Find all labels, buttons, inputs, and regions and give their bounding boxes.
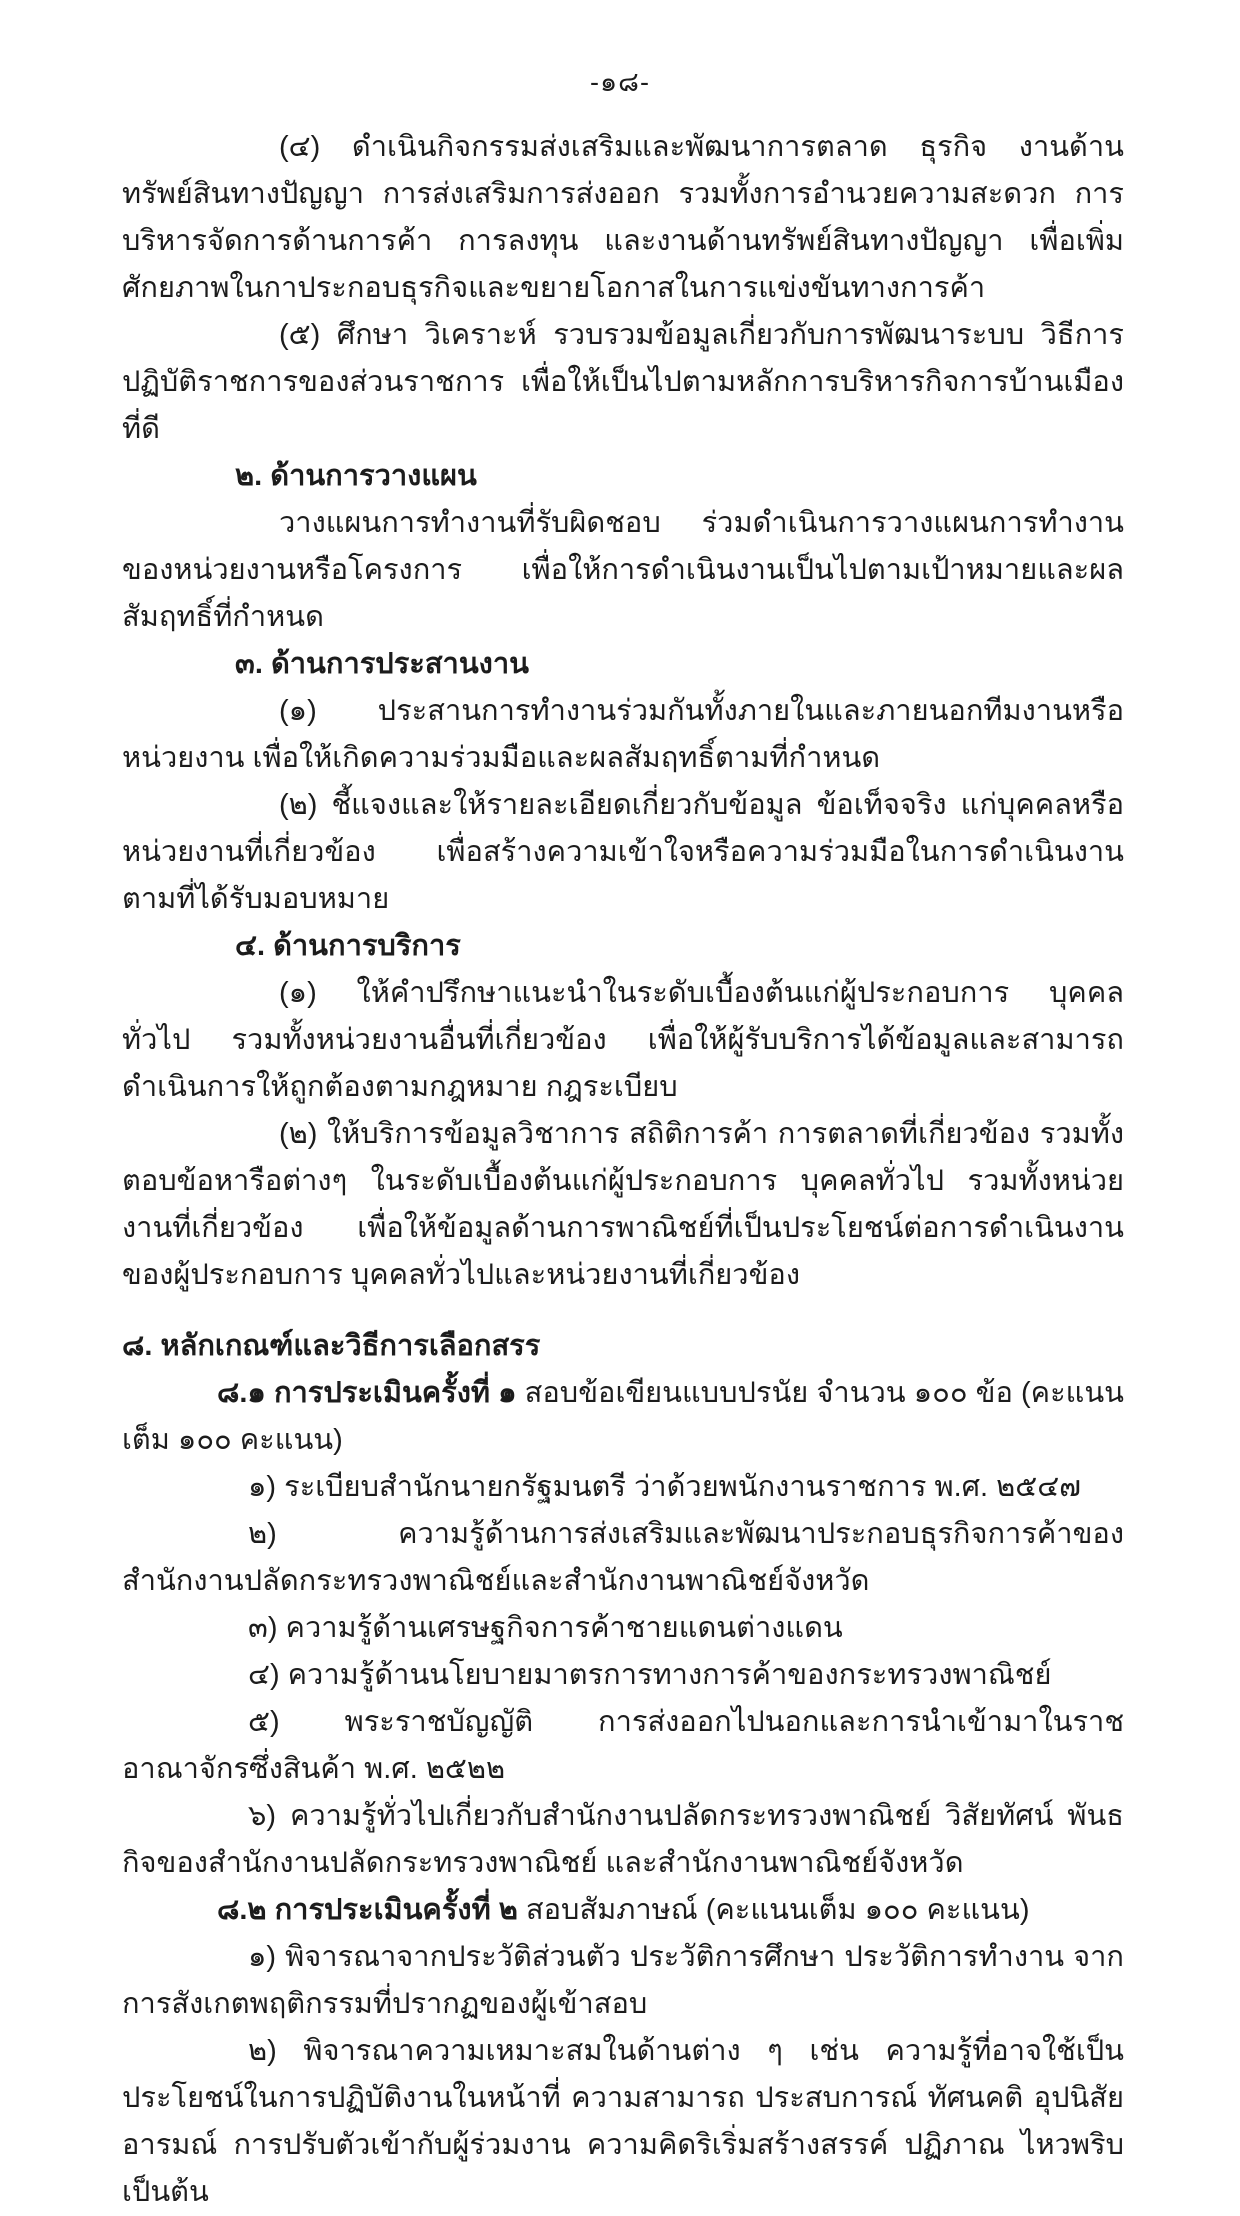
list-item-exam-topic-2: ๒) ความรู้ด้านการส่งเสริมและพัฒนาประกอบธุรกิจการค้าของสำนักงานปลัดกระทรวงพาณิชย์และสำนักงานพาณิชย์จังหวัด xyxy=(122,1518,1124,1597)
subheading-assessment-2-number: ๘.๒ การประเมินครั้งที่ ๒ xyxy=(217,1894,518,1926)
subheading-assessment-2-detail: สอบสัมภาษณ์ (คะแนนเต็ม ๑๐๐ คะแนน) xyxy=(517,1894,1030,1926)
heading-service: ๔. ด้านการบริการ xyxy=(235,930,461,962)
paragraph-planning: วางแผนการทำงานที่รับผิดชอบ ร่วมดำเนินการวางแผนการทำงานของหน่วยงานหรือโครงการ เพื่อให้การดำเนินงานเป็นไปตามเป้าหมายและผลสัมฤทธิ์ที่กำหนด xyxy=(122,507,1124,633)
subheading-assessment-1-number: ๘.๑ การประเมินครั้งที่ ๑ xyxy=(217,1377,517,1409)
list-item-exam-topic-4: ๔) ความรู้ด้านนโยบายมาตรการทางการค้าของกระทรวงพาณิชย์ xyxy=(248,1659,1052,1691)
paragraph-duty-4: (๔) ดำเนินกิจกรรมส่งเสริมและพัฒนาการตลาด ธุรกิจ งานด้านทรัพย์สินทางปัญญา การส่งเสริมการส่งออก รวมทั้งการอำนวยความสะดวก การบริหารจัดการด้านการค้า การลงทุน และงานด้านทรัพย์สินทางปัญญา เพื่อเพิ่มศักยภาพในกาประกอบธุรกิจและขยายโอกาสในการแข่งขันทางการค้า xyxy=(122,131,1124,304)
paragraph-service-2: (๒) ให้บริการข้อมูลวิชาการ สถิติการค้า การตลาดที่เกี่ยวข้อง รวมทั้งตอบข้อหารือต่างๆ ในระดับเบื้องต้นแก่ผู้ประกอบการ บุคคลทั่วไป รวมทั้งหน่วยงานที่เกี่ยวข้อง เพื่อให้ข้อมูลด้านการพาณิชย์ที่เป็นประโยชน์ต่อการดำเนินงานของผู้ประกอบการ บุคคลทั่วไปและหน่วยงานที่เกี่ยวข้อง xyxy=(122,1118,1124,1291)
paragraph-service-1: (๑) ให้คำปรึกษาแนะนำในระดับเบื้องต้นแก่ผู้ประกอบการ บุคคลทั่วไป รวมทั้งหน่วยงานอื่นที่เกี่ยวข้อง เพื่อให้ผู้รับบริการได้ข้อมูลและสามารถดำเนินการให้ถูกต้องตามกฎหมาย กฎระเบียบ xyxy=(122,977,1124,1103)
paragraph-coordination-2: (๒) ชี้แจงและให้รายละเอียดเกี่ยวกับข้อมูล ข้อเท็จจริง แก่บุคคลหรือหน่วยงานที่เกี่ยวข้อง เพื่อสร้างความเข้าใจหรือความร่วมมือในการดำเนินงานตามที่ได้รับมอบหมาย xyxy=(122,789,1124,915)
subheading-assessment-2 xyxy=(122,1887,1124,1934)
list-item-interview-2: ๒) พิจารณาความเหมาะสมในด้านต่าง ๆ เช่น ความรู้ที่อาจใช้เป็นประโยชน์ในการปฏิบัติงานในหน้าที่ ความสามารถ ประสบการณ์ ทัศนคติ อุปนิสัย อารมณ์ การปรับตัวเข้ากับผู้ร่วมงาน ความคิดริเริ่มสร้างสรรค์ ปฏิภาณ ไหวพริบ เป็นต้น xyxy=(122,2035,1124,2208)
subheading-assessment-1 xyxy=(122,1370,1124,1464)
list-item-exam-topic-3: ๓) ความรู้ด้านเศรษฐกิจการค้าชายแดนต่างแดน xyxy=(248,1612,843,1644)
paragraph-coordination-1: (๑) ประสานการทำงานร่วมกันทั้งภายในและภายนอกทีมงานหรือหน่วยงาน เพื่อให้เกิดความร่วมมือและผลสัมฤทธิ์ตามที่กำหนด xyxy=(122,695,1124,774)
paragraph-duty-5: (๕) ศึกษา วิเคราะห์ รวบรวมข้อมูลเกี่ยวกับการพัฒนาระบบ วิธีการปฏิบัติราชการของส่วนราชการ เพื่อให้เป็นไปตามหลักการบริหารกิจการบ้านเมืองที่ดี xyxy=(122,319,1124,445)
page-number: -๑๘- xyxy=(590,67,650,97)
list-item-exam-topic-1: ๑) ระเบียบสำนักนายกรัฐมนตรี ว่าด้วยพนักงานราชการ พ.ศ. ๒๕๔๗ xyxy=(248,1471,1081,1503)
list-item-interview-1: ๑) พิจารณาจากประวัติส่วนตัว ประวัติการศึกษา ประวัติการทำงาน จากการสังเกตพฤติกรรมที่ปรากฏของผู้เข้าสอบ xyxy=(122,1941,1124,2020)
heading-planning: ๒. ด้านการวางแผน xyxy=(235,460,477,492)
list-item-exam-topic-6: ๖) ความรู้ทั่วไปเกี่ยวกับสำนักงานปลัดกระทรวงพาณิชย์ วิสัยทัศน์ พันธกิจของสำนักงานปลัดกระทรวงพาณิชย์ และสำนักงานพาณิชย์จังหวัด xyxy=(122,1800,1124,1879)
heading-selection-criteria: ๘. หลักเกณฑ์และวิธีการเลือกสรร xyxy=(122,1330,541,1362)
list-item-exam-topic-5: ๕) พระราชบัญญัติ การส่งออกไปนอกและการนำเข้ามาในราชอาณาจักรซึ่งสินค้า พ.ศ. ๒๕๒๒ xyxy=(122,1706,1124,1785)
subheading-assessment-1-detail: สอบข้อเขียนแบบปรนัย จำนวน ๑๐๐ ข้อ (คะแนนเต็ม ๑๐๐ คะแนน) xyxy=(122,1377,1124,1456)
heading-coordination: ๓. ด้านการประสานงาน xyxy=(235,648,529,680)
document-body xyxy=(122,124,1124,2216)
